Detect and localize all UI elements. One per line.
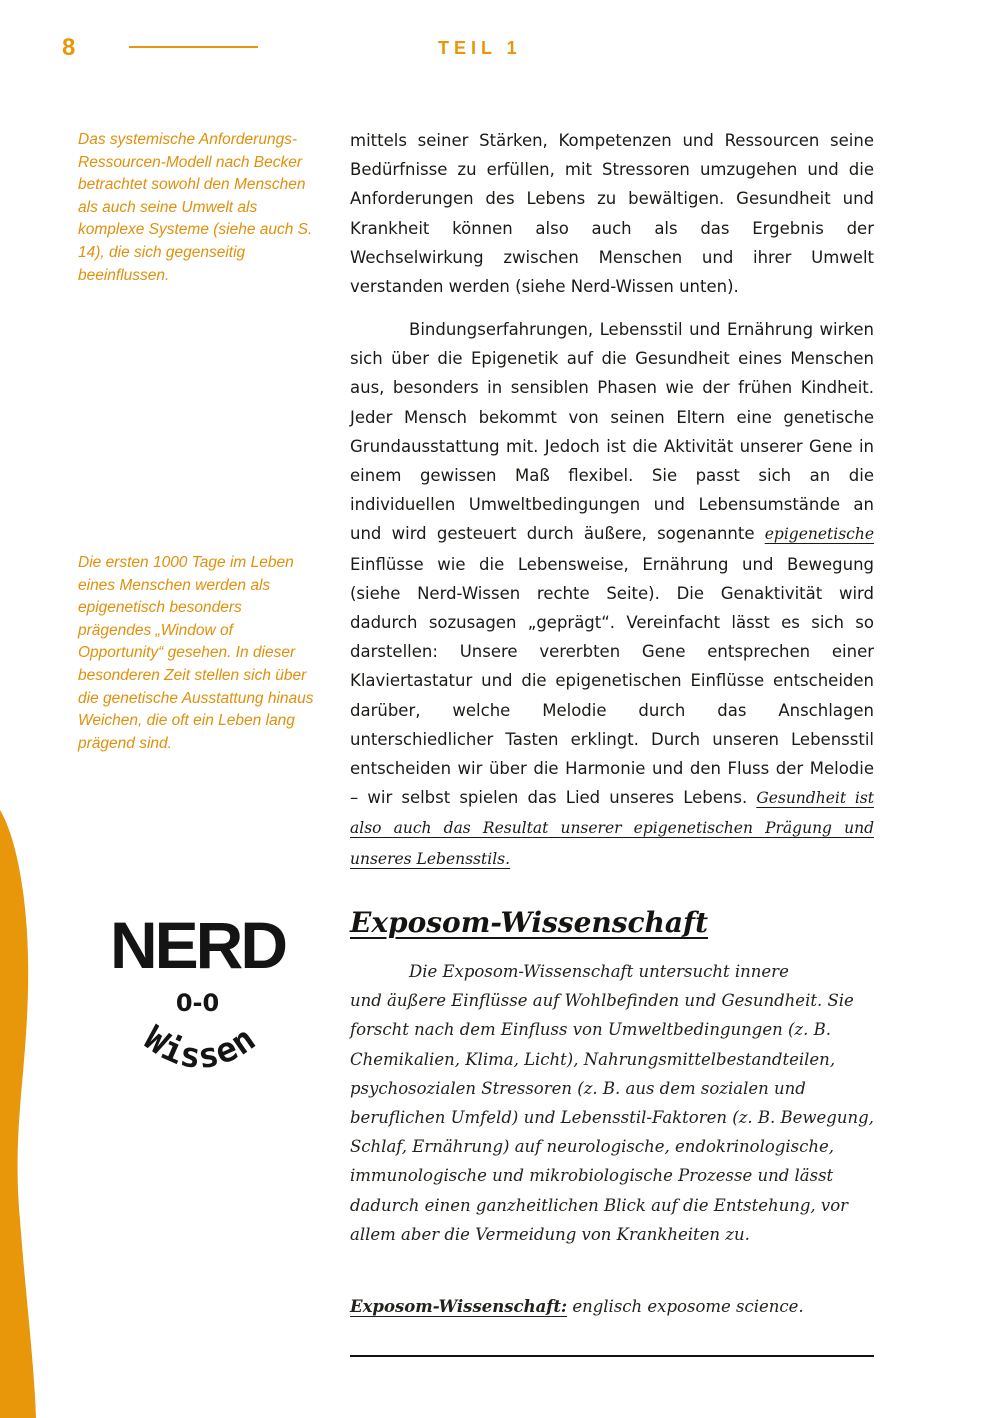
section-heading-exposom: Exposom-Wissenschaft	[350, 906, 709, 939]
paragraph-2-text-b: Einflüsse wie die Lebensweise, Ernährung und Bewegung (siehe Nerd-Wissen rechte Seite). Die Genaktivität wird dadurch sozusagen „geprägt“. Vereinfacht lässt es sich so darstellen: Unsere vererbten Gene entsprechen einer Klaviertastatur und die epigenetischen Einflüsse entscheiden darüber, welche Melodie durch das Anschlagen unterschiedlicher Tasten erklingt. Durch unseren Lebensstil entscheiden wir über die Harmonie und den Fluss der Melodie – wir selbst spielen das Lied unseres Lebens.	[350, 554, 874, 808]
exposom-description-first-line: Die Exposom-Wissenschaft untersucht innere	[409, 962, 789, 981]
nerd-logo-word: NERD	[109, 908, 285, 982]
svg-text:Wissen	[136, 1018, 263, 1077]
body-paragraph-1: mittels seiner Stärken, Kompetenzen und Ressourcen seine Bedürfnisse zu erfüllen, mit Stressoren umzugehen und die Anforderungen des Lebens zu bewältigen. Gesundheit und Krankheit können also auch als das Ergebnis der Wechselwirkung zwischen Menschen und ihrer Umwelt verstanden werden (siehe Nerd-Wissen unten).	[350, 131, 874, 297]
page-number: 8	[62, 34, 76, 61]
term-epigenetische: epigenetische	[764, 525, 874, 544]
part-label: TEIL 1	[438, 38, 522, 58]
nerd-logo-arc	[100, 985, 300, 1095]
section-bottom-rule	[350, 1355, 874, 1357]
nerd-wissen-logo	[100, 905, 300, 1095]
body-paragraph-2	[350, 315, 874, 874]
nerd-logo-eyes: 0-0	[175, 989, 220, 1017]
exposom-description-rest: und äußere Einflüsse auf Wohlbefinden und Gesundheit. Sie forscht nach dem Einfluss von Umweltbedingungen (z. B. Chemikalien, Klima, Licht), Nahrungsmittelbestandteilen, psychosozialen Stressoren (z. B. aus dem sozialen und beruflichen Umfeld) und Lebensstil-Faktoren (z. B. Bewegung, Schlaf, Ernährung) auf neurologische, endokrinologische, immunologische und mikrobiologische Prozesse und lässt dadurch einen ganzheitlichen Blick auf die Entstehung, vor allem aber die Vermeidung von Krankheiten zu.	[350, 991, 874, 1244]
nerd-logo-wissen: Wissen	[136, 1018, 264, 1078]
paragraph-2-text-a: Bindungserfahrungen, Lebensstil und Ernährung wirken sich über die Epigenetik auf die Gesundheit eines Menschen aus, besonders in sensiblen Phasen wie der frühen Kindheit. Jeder Mensch bekommt von seinen Eltern eine genetische Grundausstattung mit. Jedoch ist die Aktivität unserer Gene in einem gewissen Maß flexibel. Sie passt sich an die individuellen Umweltbedingungen und Lebensumstände an und wird gesteuert durch äußere, sogenannte	[350, 320, 874, 544]
exposom-description	[350, 957, 874, 1249]
definition-text: englisch exposome science.	[567, 1297, 804, 1316]
margin-note-first-1000-days: Die ersten 1000 Tage im Leben eines Menschen werden als epigenetisch besonders prägendes „Window of Opportunity“ gesehen. In dieser besonderen Zeit stellen sich über die genetische Ausstattung hinaus Weichen, die oft ein Leben lang prägend sind.	[78, 554, 314, 752]
margin-note-becker-model: Das systemische Anforderungs-Ressourcen-Modell nach Becker betrachtet sowohl den Menschen als auch seine Umwelt als komplexe Systeme (siehe auch S. 14), die sich gegenseitig beeinflussen.	[78, 131, 313, 284]
header-rule	[129, 46, 258, 48]
decorative-side-wave	[0, 800, 60, 1418]
definition-term: Exposom-Wissenschaft:	[350, 1297, 568, 1316]
paragraph-2-emphasis: Gesundheit ist also auch das Resultat unserer epigenetischen Prägung und unseres Lebensstils.	[350, 789, 874, 868]
exposom-definition	[350, 1292, 880, 1321]
